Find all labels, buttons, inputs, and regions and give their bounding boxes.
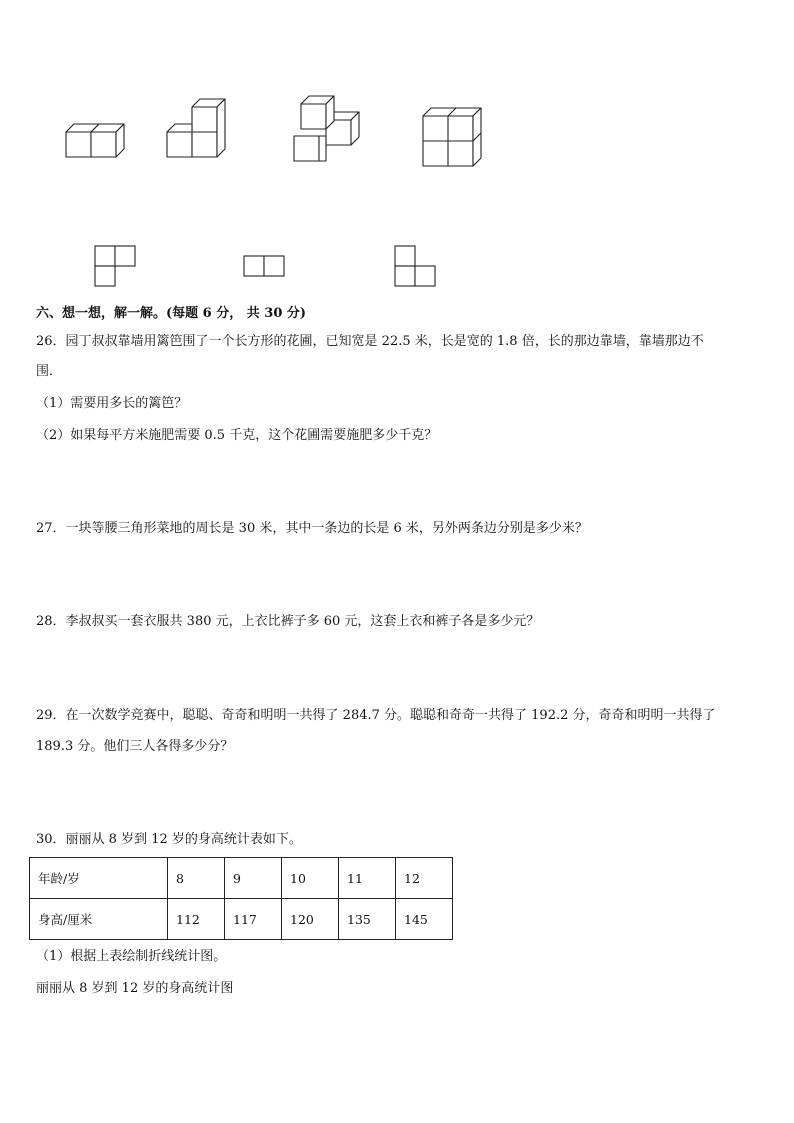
question-29-line-2: 189.3 分。他们三人各得多少分？ xyxy=(36,739,234,754)
question-30-intro: 30．丽丽从 8 岁到 12 岁的身高统计表如下。 xyxy=(36,832,302,847)
question-30-sub-1: （1）根据上表绘制折线统计图。 xyxy=(36,949,227,964)
table-cell: 117 xyxy=(225,899,282,940)
table-cell: 11 xyxy=(339,858,396,899)
chart-title: 丽丽从 8 岁到 12 岁的身高统计图 xyxy=(36,981,234,996)
table-header-age: 年龄/岁 xyxy=(30,858,168,899)
question-29-line-1: 29．在一次数学竞赛中，聪聪、奇奇和明明一共得了 284.7 分。聪聪和奇奇一共得了 192.2 分，奇奇和明明一共得了 xyxy=(36,708,716,723)
solid-two-by-two-block xyxy=(423,108,481,166)
table-cell: 8 xyxy=(168,858,225,899)
solid-two-cubes-side-by-side xyxy=(66,124,124,157)
solid-stacked-with-back-cube xyxy=(294,96,359,161)
view-l-shape-bottom-right xyxy=(395,246,435,286)
cube-figures xyxy=(0,0,794,300)
table-cell: 12 xyxy=(396,858,453,899)
table-row-age xyxy=(30,858,453,899)
table-cell: 135 xyxy=(339,899,396,940)
table-cell: 145 xyxy=(396,899,453,940)
question-26-sub-2: （2）如果每平方米施肥需要 0.5 千克，这个花圃需要施肥多少千克？ xyxy=(36,428,438,443)
question-28: 28．李叔叔买一套衣服共 380 元，上衣比裤子多 60 元，这套上衣和裤子各是多少元？ xyxy=(36,614,540,629)
table-cell: 120 xyxy=(282,899,339,940)
table-header-height: 身高/厘米 xyxy=(30,899,168,940)
view-two-squares-row xyxy=(244,256,284,276)
solid-l-shape-stacked-right xyxy=(167,99,225,157)
question-27: 27．一块等腰三角形菜地的周长是 30 米，其中一条边的长是 6 米，另外两条边分别是多少米？ xyxy=(36,521,588,536)
table-cell: 9 xyxy=(225,858,282,899)
question-26-line-2: 围． xyxy=(36,364,63,379)
table-row-height xyxy=(30,899,453,940)
question-26-sub-1: （1）需要用多长的篱笆？ xyxy=(36,396,188,411)
table-cell: 112 xyxy=(168,899,225,940)
table-cell: 10 xyxy=(282,858,339,899)
section-title: 六、想一想，解一解。(每题 6 分， 共 30 分) xyxy=(36,306,307,321)
question-26-line-1: 26．园丁叔叔靠墙用篱笆围了一个长方形的花圃，已知宽是 22.5 米，长是宽的 1.8 倍，长的那边靠墙，靠墙那边不 xyxy=(36,334,704,349)
height-table xyxy=(29,857,453,940)
view-l-shape-top-right xyxy=(95,246,135,286)
